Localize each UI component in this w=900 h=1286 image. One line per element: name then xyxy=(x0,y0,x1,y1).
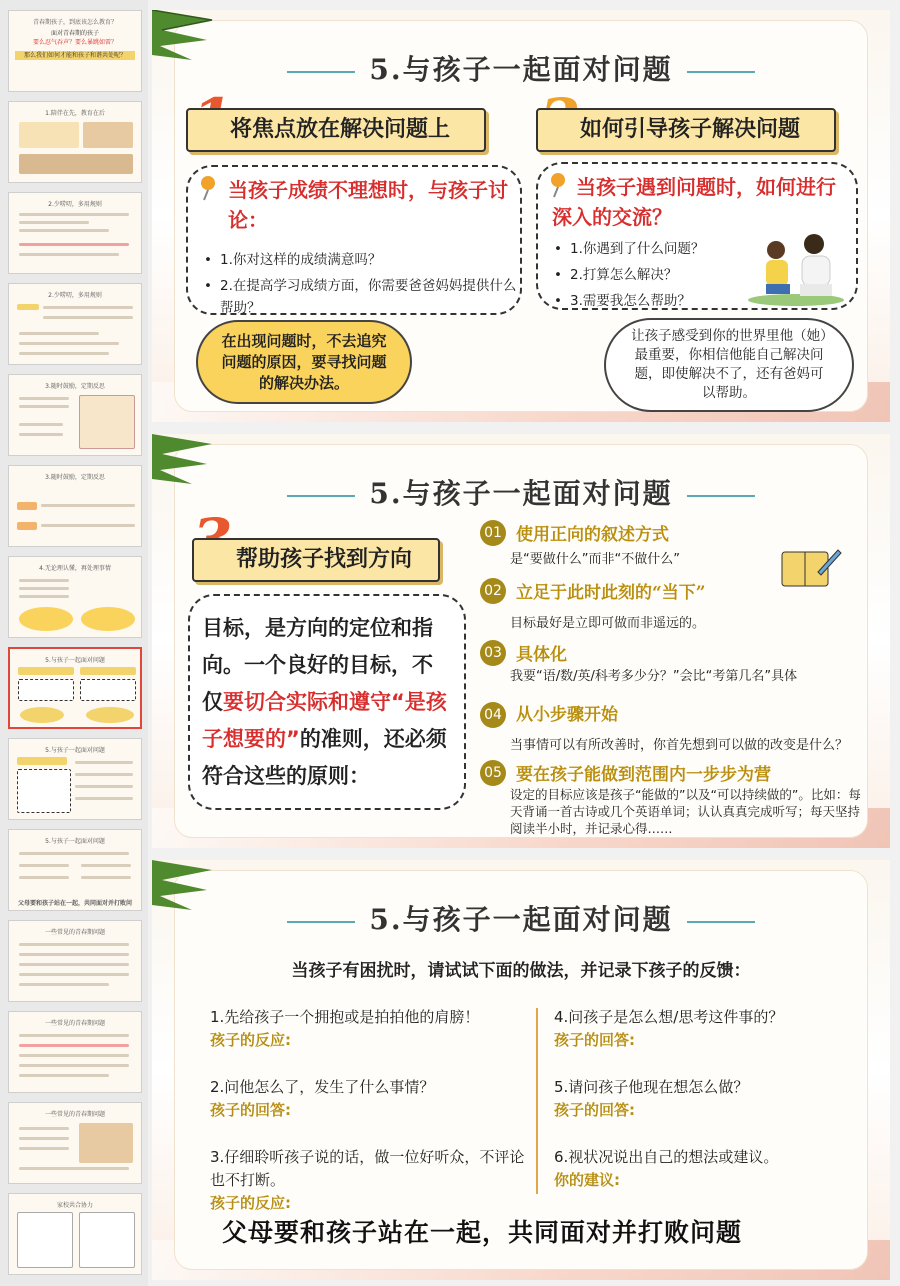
section-subhead-2: 当孩子遇到问题时，如何进行深入的交流？ xyxy=(552,175,836,229)
response-label: 孩子的反应: xyxy=(210,1031,291,1049)
section-tag-3: 帮助孩子找到方向 xyxy=(192,538,440,582)
slide-thumbnail-10[interactable] xyxy=(8,829,142,911)
response-label: 孩子的反应: xyxy=(210,1194,291,1212)
slide-thumbnail-5[interactable] xyxy=(8,374,142,456)
slide-thumbnail-11[interactable] xyxy=(8,920,142,1002)
slide-thumbnail-3[interactable] xyxy=(8,192,142,274)
step-number: 04 xyxy=(480,702,506,728)
question-item: • 2.打算怎么解决？ xyxy=(550,264,730,286)
tip-question: 3.仔细聆听孩子说的话，做一位好听众，不评论也不打断。 xyxy=(210,1148,525,1189)
section-subhead-1: 当孩子成绩不理想时，与孩子讨论： xyxy=(228,178,508,232)
pushpin-icon xyxy=(198,175,218,201)
step-desc: 是“要做什么”而非“不做什么” xyxy=(510,552,680,567)
slide-heading: 5.与孩子一起面对问题 xyxy=(152,48,890,88)
step-desc: 我要“语/数/英/科考多少分？”会比“考第几名”具体 xyxy=(510,669,798,684)
thumb-title: 4.无论理认懂，再处理事情 xyxy=(39,565,111,572)
thumb-line: 那么我们如何才能和孩子和谐共处呢？ xyxy=(15,51,135,60)
response-label: 孩子的回答: xyxy=(210,1101,291,1119)
step-title: 使用正向的叙述方式 xyxy=(516,525,669,545)
response-label: 孩子的回答: xyxy=(554,1101,635,1119)
goal-text: 目标，是方向的定位和指向。一个良好的目标，不仅 xyxy=(202,616,433,714)
slide-thumbnail-12[interactable] xyxy=(8,1011,142,1093)
slide-thumbnail-14[interactable] xyxy=(8,1193,142,1275)
step-number: 01 xyxy=(480,520,506,546)
response-label: 你的建议: xyxy=(554,1171,620,1189)
notebook-pencil-icon xyxy=(778,544,842,590)
slide-thumbnail-2[interactable] xyxy=(8,101,142,183)
goal-text: 的准则，还必须符合这些的原则： xyxy=(202,727,447,788)
thumb-line: 面对青春期的孩子 xyxy=(50,30,99,37)
slide-2[interactable] xyxy=(152,434,890,848)
step-desc: 当事情可以有所改善时，你首先想到可以做的改变是什么？ xyxy=(510,738,849,753)
goal-text-highlight: 要切合实际和遵守“是孩子想要的” xyxy=(202,690,447,751)
question-item: • 1.你遇到了什么问题？ xyxy=(550,238,730,260)
discussion-box-2 xyxy=(536,162,858,310)
question-item: • 1.你对这样的成绩满意吗？ xyxy=(200,249,518,271)
thumb-line: 要么忍气吞声？要么暴跳如雷？ xyxy=(32,39,117,46)
thumb-title: 5.与孩子一起面对问题 xyxy=(45,838,105,845)
thumb-title: 青春期孩子，到底该怎么教育？ xyxy=(32,19,117,26)
question-item: • 3.需要我怎么帮助？ xyxy=(550,290,730,312)
slide-thumbnail-panel[interactable] xyxy=(0,0,148,1286)
footer-slogan: 父母要和孩子站在一起，共同面对并打败问题 xyxy=(222,1218,743,1247)
slide-thumbnail-6[interactable] xyxy=(8,465,142,547)
response-label: 孩子的回答: xyxy=(554,1031,635,1049)
slide-thumbnail-8[interactable] xyxy=(8,647,142,729)
step-number: 02 xyxy=(480,578,506,604)
slide-thumbnail-7[interactable] xyxy=(8,556,142,638)
step-title: 具体化 xyxy=(516,645,567,665)
thumb-title: 3.随时鼓励，定期反思 xyxy=(45,474,105,481)
tip-question: 6.视状况说出自己的想法或建议。 xyxy=(554,1148,779,1166)
step-title: 立足于此时此刻的“当下” xyxy=(516,583,706,603)
thumb-title: 一些常见的青春期问题 xyxy=(44,929,105,936)
step-number: 05 xyxy=(480,760,506,786)
cloud-text: 让孩子感受到你的世界里他（她）最重要，你相信他能自己解决问题，即使解决不了，还有爸妈可以帮助。 xyxy=(631,328,827,401)
slide-3[interactable] xyxy=(152,860,890,1280)
section-tag-2: 如何引导孩子解决问题 xyxy=(536,108,836,152)
slide-thumbnail-9[interactable] xyxy=(8,738,142,820)
section-tag-1: 将焦点放在解决问题上 xyxy=(186,108,486,152)
slide-heading: 5.与孩子一起面对问题 xyxy=(152,472,890,512)
slide-thumbnail-13[interactable] xyxy=(8,1102,142,1184)
parent-child-illustration xyxy=(746,234,846,306)
tip-question: 5.请问孩子他现在想怎么做？ xyxy=(554,1078,749,1096)
thumb-title: 5.与孩子一起面对问题 xyxy=(45,747,105,754)
thumb-title: 5.与孩子一起面对问题 xyxy=(45,657,105,664)
step-title: 从小步骤开始 xyxy=(516,705,618,725)
thumb-title: 一些常见的青春期问题 xyxy=(44,1111,105,1118)
slide-1[interactable] xyxy=(152,10,890,422)
thumb-title: 3.随时鼓励，定期反思 xyxy=(45,383,105,390)
slide-thumbnail-4[interactable] xyxy=(8,283,142,365)
discussion-box-1 xyxy=(186,165,522,315)
thought-cloud-2 xyxy=(604,318,854,412)
thought-cloud-1 xyxy=(196,320,412,404)
tip-question: 4.问孩子是怎么想/思考这件事的？ xyxy=(554,1008,784,1026)
step-number: 03 xyxy=(480,640,506,666)
left-column xyxy=(210,1006,530,1215)
cloud-text: 在出现问题时，不去追究问题的原因，要寻找问题的解决办法。 xyxy=(221,331,387,392)
step-desc: 设定的目标应该是孩子“能做的”以及“可以持续做的”。比如：每天背诵一首古诗或几个英语单词；认认真真完成听写；每天坚持阅读半小时，并记录心得…… xyxy=(510,787,861,836)
thumb-title: 家校共合协力 xyxy=(56,1202,93,1209)
tip-question: 1.先给孩子一个拥抱或是拍拍他的肩膀！ xyxy=(210,1008,480,1026)
slide-thumbnail-1[interactable] xyxy=(8,10,142,92)
step-title: 要在孩子能做到范围内一步步为营 xyxy=(516,765,771,785)
slide-heading: 5.与孩子一起面对问题 xyxy=(152,898,890,938)
intro-text: 当孩子有困扰时，请试试下面的做法，并记录下孩子的反馈： xyxy=(291,961,751,981)
right-column xyxy=(554,1006,854,1192)
question-item: • 2.在提高学习成绩方面，你需要爸爸妈妈提供什么帮助？ xyxy=(200,275,518,319)
thumb-footer: 父母要和孩子站在一起，共同面对并打败问 xyxy=(17,900,132,907)
thumb-title: 2.少唠叨，多用规则 xyxy=(48,292,102,299)
tip-question: 2.问他怎么了，发生了什么事情？ xyxy=(210,1078,435,1096)
thumb-title: 一些常见的青春期问题 xyxy=(44,1020,105,1027)
thumb-title: 1.陪伴在先，教育在后 xyxy=(45,110,105,117)
step-desc: 目标最好是立即可做而非遥远的。 xyxy=(510,616,706,631)
column-divider xyxy=(536,1008,538,1194)
goal-definition-box xyxy=(188,594,466,810)
thumb-title: 2.少唠叨，多用规则 xyxy=(48,201,102,208)
